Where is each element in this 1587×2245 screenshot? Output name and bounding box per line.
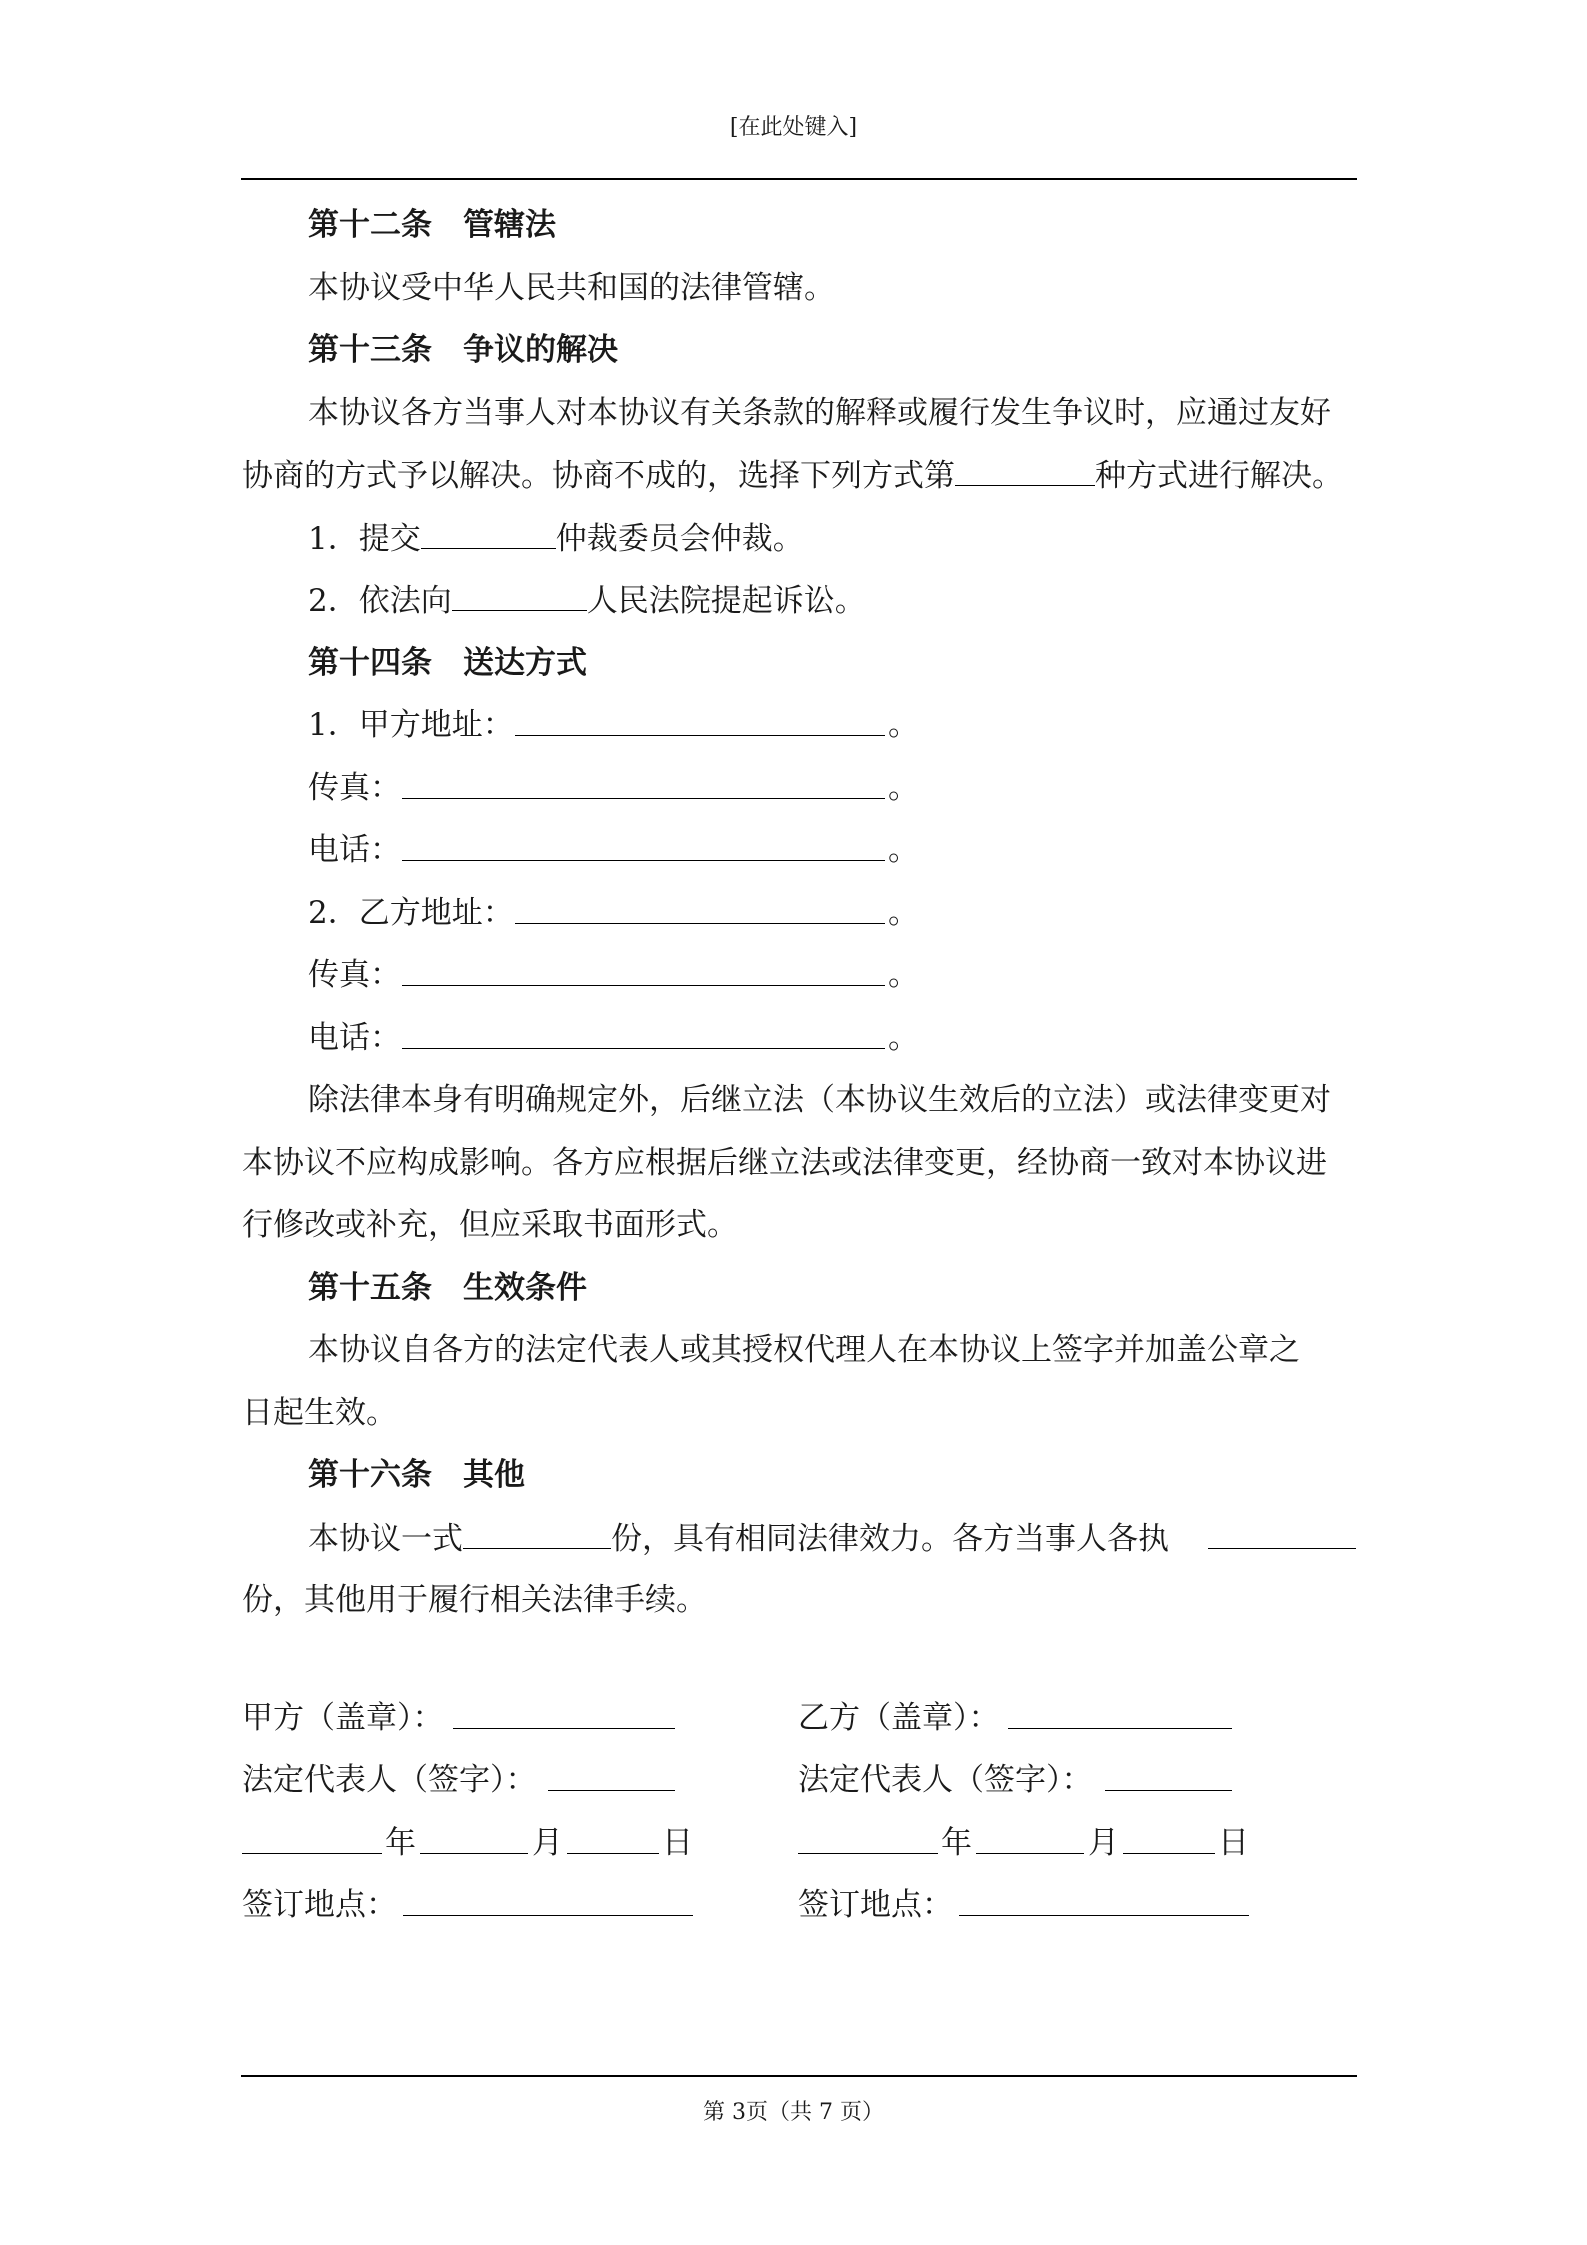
- article-12-heading: 第十二条 管辖法: [308, 207, 556, 243]
- party-b-month-blank[interactable]: [976, 1823, 1084, 1854]
- party-b-address-label: 2．乙方地址：: [308, 895, 514, 931]
- party-a-month-label: 月: [532, 1825, 563, 1861]
- party-b-day-blank[interactable]: [1123, 1823, 1215, 1854]
- article-15-para-line2: 日起生效。: [242, 1395, 397, 1431]
- party-b-fax-label: 传真：: [308, 957, 401, 993]
- article-13-para-line2: [242, 455, 1343, 496]
- party-a-day-blank[interactable]: [567, 1823, 659, 1854]
- party-b-address-blank[interactable]: [515, 893, 885, 924]
- article-13-heading: 第十三条 争议的解决: [308, 332, 618, 368]
- party-a-phone-label: 电话：: [308, 832, 401, 868]
- party-b-fax-blank[interactable]: [402, 955, 885, 986]
- article-14-para-line3: 行修改或补充，但应采取书面形式。: [242, 1207, 738, 1243]
- party-a-fax-blank[interactable]: [402, 768, 885, 799]
- party-a-address-blank[interactable]: [515, 705, 885, 736]
- article-12-body: 本协议受中华人民共和国的法律管辖。: [308, 270, 835, 306]
- party-a-seal-label: 甲方（盖章）：: [242, 1700, 444, 1736]
- option-1-after: 仲裁委员会仲裁。: [555, 521, 804, 557]
- article-16-line2: 份，其他用于履行相关法律手续。: [242, 1582, 707, 1618]
- page-footer: 第 3页（共 7 页）: [703, 2100, 884, 2125]
- article-13-para-line2-after: 种方式进行解决。: [1095, 458, 1343, 494]
- party-a-day-label: 日: [662, 1825, 693, 1861]
- party-a-rep-blank[interactable]: [548, 1760, 675, 1791]
- method-number-blank[interactable]: [955, 455, 1095, 486]
- total-copies-blank[interactable]: [463, 1518, 611, 1549]
- end-mark: 。: [888, 1020, 919, 1056]
- copies-each-blank[interactable]: [1208, 1518, 1356, 1549]
- party-b-rep-blank[interactable]: [1105, 1760, 1232, 1791]
- party-a-fax-label: 传真：: [308, 770, 401, 806]
- party-b-place-blank[interactable]: [959, 1885, 1249, 1916]
- article-13-para-line2-before: 协商的方式予以解决。协商不成的，选择下列方式第: [242, 458, 955, 494]
- party-b-phone-blank[interactable]: [402, 1018, 885, 1049]
- party-b-year-label: 年: [941, 1825, 972, 1861]
- party-b-day-label: 日: [1218, 1825, 1249, 1861]
- party-a-month-blank[interactable]: [420, 1823, 528, 1854]
- party-b-year-blank[interactable]: [798, 1823, 938, 1854]
- party-b-rep-label: 法定代表人（签字）：: [798, 1762, 1093, 1798]
- option-2-after: 人民法院提起诉讼。: [586, 583, 866, 619]
- party-a-rep-label: 法定代表人（签字）：: [242, 1762, 537, 1798]
- end-mark: 。: [888, 770, 919, 806]
- party-a-address-line: [308, 705, 514, 745]
- article-13-option-2: [308, 580, 866, 621]
- party-a-year-blank[interactable]: [242, 1823, 382, 1854]
- article-15-heading: 第十五条 生效条件: [308, 1270, 587, 1306]
- end-mark: 。: [888, 832, 919, 868]
- party-a-year-label: 年: [385, 1825, 416, 1861]
- end-mark: 。: [888, 707, 919, 743]
- party-b-seal-label: 乙方（盖章）：: [798, 1700, 1000, 1736]
- article-13-option-1: [308, 518, 804, 559]
- article-14-para-line1: 除法律本身有明确规定外，后继立法（本协议生效后的立法）或法律变更对: [308, 1082, 1331, 1118]
- article-14-heading: 第十四条 送达方式: [308, 645, 587, 681]
- footer-rule: [241, 2075, 1357, 2077]
- option-1-before: 1．提交: [308, 521, 421, 557]
- court-name-blank[interactable]: [452, 580, 587, 611]
- party-a-seal-blank[interactable]: [453, 1698, 675, 1729]
- header-rule: [241, 178, 1357, 180]
- option-2-before: 2．依法向: [308, 583, 452, 619]
- party-b-seal-blank[interactable]: [1008, 1698, 1232, 1729]
- article-16-heading: 第十六条 其他: [308, 1457, 525, 1493]
- party-a-place-blank[interactable]: [403, 1885, 693, 1916]
- copies-before: 本协议一式: [308, 1521, 463, 1557]
- party-b-month-label: 月: [1088, 1825, 1119, 1861]
- end-mark: 。: [888, 895, 919, 931]
- article-14-para-line2: 本协议不应构成影响。各方应根据后继立法或法律变更，经协商一致对本协议进: [242, 1145, 1327, 1181]
- article-16-line1: [308, 1518, 1169, 1559]
- end-mark: 。: [888, 957, 919, 993]
- article-13-para-line1: 本协议各方当事人对本协议有关条款的解释或履行发生争议时，应通过友好: [308, 395, 1331, 431]
- article-15-para-line1: 本协议自各方的法定代表人或其授权代理人在本协议上签字并加盖公章之: [308, 1332, 1300, 1368]
- party-a-place-label: 签订地点：: [242, 1887, 397, 1923]
- copies-mid: 份，具有相同法律效力。各方当事人各执: [611, 1521, 1169, 1557]
- arbitration-commission-blank[interactable]: [421, 518, 556, 549]
- page-header: [在此处键入]: [729, 115, 858, 140]
- party-a-phone-blank[interactable]: [402, 830, 885, 861]
- party-b-phone-label: 电话：: [308, 1020, 401, 1056]
- party-a-address-label: 1．甲方地址：: [308, 707, 514, 743]
- party-b-place-label: 签订地点：: [798, 1887, 953, 1923]
